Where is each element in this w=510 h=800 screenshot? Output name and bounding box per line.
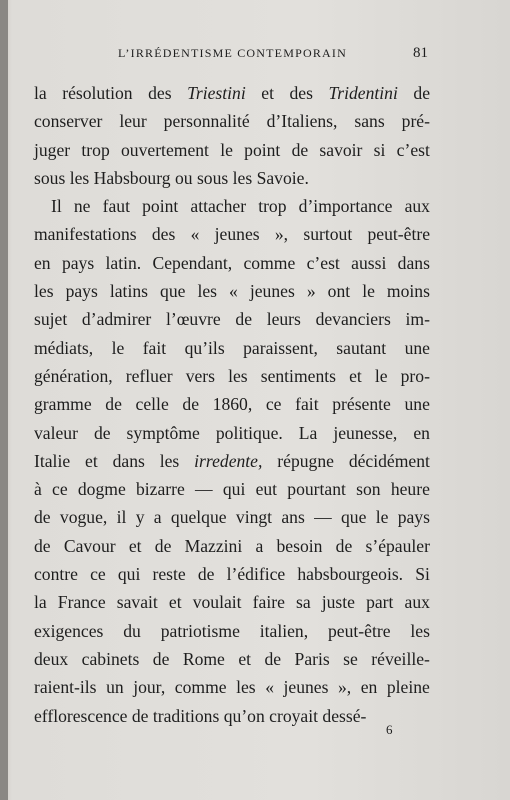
word: se (343, 648, 358, 669)
word: traditions (152, 705, 224, 726)
text-line (34, 164, 430, 192)
word: de (182, 394, 199, 415)
word: voulait (192, 592, 242, 613)
word: faire (252, 592, 285, 613)
word: d’importance (298, 196, 393, 217)
word: symptôme (126, 422, 200, 443)
word: gramme (34, 394, 92, 415)
word: les (228, 365, 248, 386)
word: en (34, 252, 51, 273)
word: c’est (396, 139, 430, 160)
word: dans (397, 252, 430, 273)
word: vogue, (59, 507, 108, 528)
word: sautant (336, 337, 387, 358)
word: quelque (170, 507, 227, 528)
text-line (34, 588, 430, 616)
word: politique. (215, 422, 283, 443)
word: de (93, 422, 111, 443)
word: que (341, 507, 367, 528)
word: — (195, 479, 213, 500)
word: s’épauler (365, 535, 430, 556)
word: trop (81, 139, 110, 160)
word: si (373, 139, 386, 160)
word: aux (404, 592, 430, 613)
word: décidément (348, 450, 430, 471)
word: Si (415, 564, 430, 585)
word: réveille- (371, 648, 430, 669)
word: leur (119, 111, 147, 132)
word: conserver (34, 111, 103, 132)
word: bizarre (135, 479, 185, 500)
word: trop (258, 196, 287, 217)
word: jeunes (283, 677, 329, 698)
word: de (264, 648, 282, 669)
word: celle (135, 394, 169, 415)
word: Paris (294, 648, 330, 669)
word: moins (386, 281, 430, 302)
word: un (106, 677, 124, 698)
word: habsbourgeois. (297, 564, 404, 585)
running-title: L’IRRÉDENTISME CONTEMPORAIN (118, 46, 347, 60)
word: et (168, 592, 182, 613)
word: Cavour (63, 535, 116, 556)
word: pro- (400, 365, 430, 386)
word: exigences (34, 620, 104, 641)
word: qu’on (223, 705, 270, 726)
word: « (190, 224, 200, 245)
word: a (153, 507, 162, 528)
word: 1860, (212, 394, 253, 415)
word: ce (265, 394, 282, 415)
word: son (356, 479, 381, 500)
word: contre (34, 564, 78, 585)
word: la (34, 83, 47, 103)
italic-word: Triestini (187, 83, 246, 103)
word: dans (112, 450, 145, 471)
word: de (34, 507, 51, 528)
word: qui (117, 564, 141, 585)
word: jeunes (249, 281, 295, 302)
word: fait (295, 394, 319, 415)
word: im- (405, 309, 430, 330)
word: devanciers (315, 309, 391, 330)
word: efflorescence (34, 705, 132, 726)
word: ce (90, 564, 106, 585)
word: » (306, 281, 316, 302)
word: ou (174, 167, 197, 188)
word: — (314, 507, 332, 528)
word: et (261, 83, 274, 103)
word: qu’ils (184, 337, 225, 358)
word: fait (142, 337, 167, 358)
word: eut (255, 479, 278, 500)
word: résolution (62, 83, 133, 103)
word: ne (73, 196, 91, 217)
word: les (236, 677, 256, 698)
signature-mark: 6 (386, 722, 393, 737)
text-line (34, 334, 430, 362)
word: en (360, 677, 378, 698)
text-line (34, 136, 430, 164)
word: répugne (277, 450, 334, 471)
text-line (34, 362, 430, 390)
word: part (366, 592, 394, 613)
word: vingt (235, 507, 273, 528)
text-line (34, 390, 430, 418)
text-line (34, 192, 430, 220)
text-line (34, 107, 430, 135)
word: des (148, 83, 172, 103)
word: les (159, 450, 180, 471)
word: sujet (34, 309, 68, 330)
word: », (274, 224, 289, 245)
word: c’est (306, 252, 340, 273)
word: latins (109, 281, 148, 302)
word: Rome (182, 648, 225, 669)
word: manifestations (34, 224, 137, 245)
word: reste (152, 564, 186, 585)
page-gutter-edge (0, 0, 8, 800)
word: refluer (125, 365, 173, 386)
italic-word: Tridentini (328, 83, 398, 103)
word: à (34, 479, 42, 500)
word: Cependant, (152, 252, 233, 273)
word: il (116, 507, 127, 528)
body-text (34, 79, 430, 730)
word: sans (354, 111, 385, 132)
text-line (34, 419, 430, 447)
word: personnalité (163, 111, 250, 132)
word: d’Italiens, (266, 111, 338, 132)
word: génération, (34, 365, 113, 386)
word: des (289, 83, 313, 103)
word: dessé- (322, 705, 367, 726)
word: Mazzini (184, 535, 243, 556)
word: leurs (266, 309, 301, 330)
word: juger (34, 139, 71, 160)
word: en (413, 422, 430, 443)
word: italien, (259, 620, 309, 641)
word: le (111, 337, 125, 358)
word: l’édifice (226, 564, 286, 585)
word: jeunesse, (333, 422, 398, 443)
word: comme (243, 252, 296, 273)
text-line (34, 560, 430, 588)
word: de (34, 535, 51, 556)
word: point (142, 196, 179, 217)
word: ont (327, 281, 351, 302)
word: que (160, 281, 186, 302)
word: pays (397, 507, 430, 528)
text-line (34, 249, 430, 277)
word: de (291, 139, 309, 160)
word: La (298, 422, 318, 443)
word: qui (222, 479, 246, 500)
word: », (338, 677, 352, 698)
text-line (34, 702, 430, 730)
text-line (34, 645, 430, 673)
word: aux (404, 196, 430, 217)
word: de (335, 535, 353, 556)
word: heure (390, 479, 430, 500)
word: sa (296, 592, 311, 613)
word: le (374, 365, 388, 386)
word: et (85, 450, 98, 471)
word: d’admirer (81, 309, 152, 330)
word: médiats, (34, 337, 94, 358)
word: la (34, 592, 47, 613)
word: patriotisme (160, 620, 240, 641)
word: les (410, 620, 430, 641)
word: France (57, 592, 106, 613)
word: jeunes (214, 224, 260, 245)
word: sous (34, 167, 70, 188)
word: peut-être (367, 224, 430, 245)
word: vers (185, 365, 216, 386)
word: latin. (105, 252, 142, 273)
word: savait (116, 592, 158, 613)
word: point (244, 139, 281, 160)
word: sentiments (260, 365, 336, 386)
word: besoin (276, 535, 323, 556)
word: de (235, 309, 252, 330)
word: pleine (386, 677, 430, 698)
text-line (34, 305, 430, 333)
word: y (135, 507, 145, 528)
word: surtout (303, 224, 353, 245)
word: de (413, 83, 430, 103)
word: cabinets (81, 648, 140, 669)
text-line (34, 220, 430, 248)
word: le (220, 139, 233, 160)
word: attacher (190, 196, 247, 217)
word: Italie (34, 450, 71, 471)
text-line (34, 277, 430, 305)
word: pourtant (287, 479, 346, 500)
word: ans (281, 507, 305, 528)
word: les (197, 281, 217, 302)
word: le (362, 281, 375, 302)
text-line (34, 673, 430, 701)
word: deux (34, 648, 69, 669)
word: Habsbourg (93, 167, 175, 188)
page-number: 81 (413, 45, 428, 61)
word: les (232, 167, 257, 188)
word: les (34, 281, 54, 302)
word: le (375, 507, 389, 528)
word: et (349, 365, 362, 386)
word: faut (102, 196, 130, 217)
word: de (154, 535, 172, 556)
text-line (34, 532, 430, 560)
word: valeur (34, 422, 78, 443)
word: aussi (351, 252, 387, 273)
text-line (34, 475, 430, 503)
word: de (197, 564, 215, 585)
word: savoir (319, 139, 363, 160)
word: une (404, 394, 430, 415)
word: juste (321, 592, 355, 613)
text-line (34, 617, 430, 645)
word: raient-ils (34, 677, 97, 698)
italic-word: irredente, (194, 450, 263, 471)
word: pays (61, 252, 95, 273)
word: peut-être (328, 620, 391, 641)
word: sous (196, 167, 233, 188)
word: « (229, 281, 238, 302)
word: a (255, 535, 264, 556)
word: paraissent, (243, 337, 318, 358)
word: du (123, 620, 141, 641)
word: et (128, 535, 142, 556)
word: de (105, 394, 122, 415)
word: jour, (133, 677, 166, 698)
word: et (238, 648, 252, 669)
text-line (34, 79, 430, 107)
word: Savoie. (256, 167, 309, 188)
word: dogme (77, 479, 126, 500)
word: Il (51, 196, 62, 217)
text-line (34, 503, 430, 531)
word: l’œuvre (165, 309, 221, 330)
word: une (404, 337, 430, 358)
word: de (152, 648, 170, 669)
word: ce (52, 479, 68, 500)
word: les (69, 167, 94, 188)
word: « (265, 677, 274, 698)
page-header (0, 46, 510, 66)
word: croyait (269, 705, 323, 726)
word: pays (65, 281, 98, 302)
word: comme (174, 677, 227, 698)
word: présente (332, 394, 391, 415)
word: de (131, 705, 153, 726)
word: ouvertement (121, 139, 209, 160)
word: pré- (401, 111, 430, 132)
text-line (34, 447, 430, 475)
word: des (151, 224, 176, 245)
